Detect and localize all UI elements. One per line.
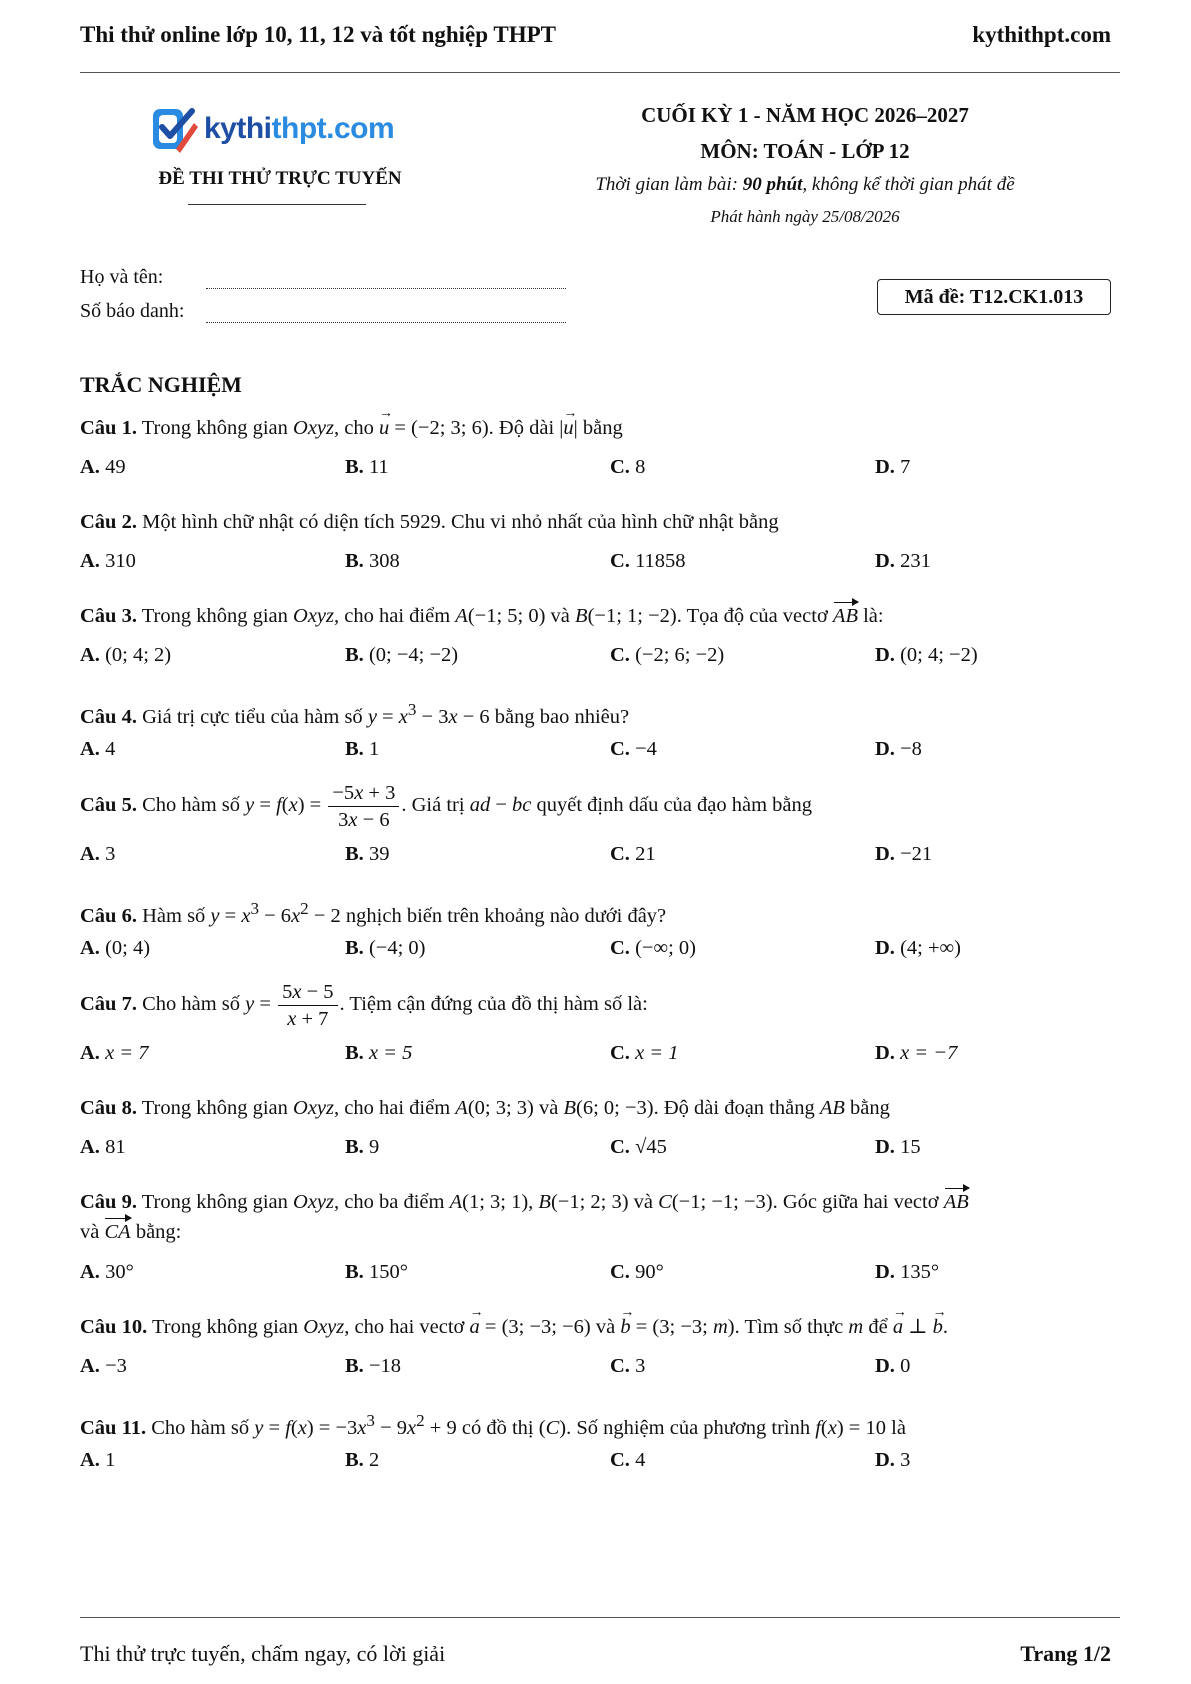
answer-option[interactable] — [345, 1136, 379, 1159]
answer-key: D. — [875, 937, 895, 959]
answer-option[interactable] — [80, 550, 136, 573]
answer-value: (4; +∞) — [900, 937, 961, 959]
answer-option[interactable] — [80, 1136, 126, 1159]
answer-option[interactable] — [875, 738, 922, 761]
answer-option[interactable] — [345, 1449, 379, 1472]
answer-key: B. — [345, 1042, 364, 1064]
answer-option[interactable] — [345, 644, 458, 667]
answer-option[interactable] — [345, 550, 400, 573]
answer-value: 11 — [368, 456, 389, 478]
answer-option[interactable] — [80, 937, 150, 960]
answers-3 — [80, 644, 1140, 674]
answer-key: A. — [80, 1449, 100, 1471]
answer-key: D. — [875, 644, 895, 666]
name-label: Họ và tên: — [80, 266, 164, 288]
question-8: Câu 8. Trong không gian Oxyz, cho hai điểm A(0; 3; 3) và B(6; 0; −3). Độ dài đoạn thẳng AB bằng — [80, 1097, 890, 1119]
answer-key: C. — [610, 1136, 630, 1158]
answer-key: C. — [610, 550, 630, 572]
answer-option[interactable] — [610, 1261, 664, 1284]
answer-value: 310 — [105, 550, 136, 572]
question-label: Câu 7. — [80, 993, 137, 1016]
exam-code-badge: Mã đề: T12.CK1.013 — [877, 279, 1111, 315]
question-label: Câu 5. — [80, 794, 137, 817]
fraction: $\frac{-5x + 3}{3x - 6}$ — [328, 780, 399, 833]
answer-option[interactable] — [80, 1261, 134, 1284]
answer-key: A. — [80, 1261, 100, 1283]
answer-value: −18 — [368, 1355, 401, 1377]
answer-option[interactable] — [875, 1261, 939, 1284]
answer-key: C. — [610, 843, 630, 865]
answer-value: (0; 4) — [105, 937, 151, 959]
answer-key: B. — [345, 843, 364, 865]
answer-value: 150° — [368, 1261, 408, 1283]
answer-key: D. — [875, 550, 895, 572]
answer-key: A. — [80, 1355, 100, 1377]
answer-value: √45 — [635, 1136, 667, 1158]
answer-option[interactable] — [80, 843, 115, 866]
answer-option[interactable] — [610, 1355, 645, 1378]
question-label: Câu 3. — [80, 605, 137, 627]
answer-key: D. — [875, 1136, 895, 1158]
logo-text-primary: kythi — [204, 112, 272, 145]
answer-option[interactable] — [875, 550, 931, 573]
question-11: Câu 11. Cho hàm số $y = f(x) = -3x^3 - 9x^2 + 9$ có đồ thị (C). Số nghiệm của phương trình f(x) = 10 là — [80, 1411, 906, 1439]
answer-option[interactable] — [610, 644, 724, 667]
answer-value: x = −7 — [900, 1042, 958, 1064]
question-6: Câu 6. Hàm số $y = x^3 - 6x^2 - 2$ nghịch biến trên khoảng nào dưới đây? — [80, 899, 667, 927]
answer-option[interactable] — [80, 1042, 149, 1065]
question-3: Câu 3. Trong không gian Oxyz, cho hai điểm A(−1; 5; 0) và B(−1; 1; −2). Tọa độ của vectơ AB là: — [80, 601, 1125, 631]
candidate-id-dotted-line[interactable] — [206, 304, 566, 323]
answer-option[interactable] — [875, 1355, 910, 1378]
answer-value: (−2; 6; −2) — [635, 644, 725, 666]
answer-option[interactable] — [875, 937, 961, 960]
question-label: Câu 9. — [80, 1191, 137, 1213]
subtitle-underline — [188, 204, 366, 205]
answer-value: (−4; 0) — [368, 937, 426, 959]
answer-option[interactable] — [345, 937, 425, 960]
answer-value: 4 — [105, 738, 116, 760]
header-divider — [80, 72, 1120, 73]
answer-value: 135° — [900, 1261, 940, 1283]
name-field[interactable] — [80, 266, 163, 289]
logo-icon — [150, 103, 200, 155]
answer-key: A. — [80, 1136, 100, 1158]
header-site[interactable]: kythithpt.com — [972, 22, 1111, 47]
answer-value: 3 — [105, 843, 116, 865]
answer-key: C. — [610, 1355, 630, 1377]
question-label: Câu 10. — [80, 1316, 148, 1338]
answer-key: C. — [610, 738, 630, 760]
answer-key: B. — [345, 1136, 364, 1158]
answer-value: 49 — [105, 456, 126, 478]
answers-8 — [80, 1136, 1140, 1166]
answer-value: 7 — [900, 456, 911, 478]
answer-key: B. — [345, 1261, 364, 1283]
answer-key: D. — [875, 1042, 895, 1064]
question-7: Câu 7. Cho hàm số y = $\frac{5x - 5}{x + 7}$ . Tiệm cận đứng của đồ thị hàm số là: — [80, 981, 648, 1030]
answer-key: D. — [875, 843, 895, 865]
answers-9 — [80, 1261, 1140, 1291]
answer-key: B. — [345, 550, 364, 572]
answer-value: x = 1 — [635, 1042, 679, 1064]
candidate-id-field[interactable] — [80, 300, 184, 323]
page-number: Trang 1/2 — [1020, 1641, 1111, 1666]
answer-option[interactable] — [345, 843, 389, 866]
answer-option[interactable] — [345, 738, 379, 761]
answer-key: D. — [875, 1261, 895, 1283]
answer-option[interactable] — [610, 456, 645, 479]
answer-option[interactable] — [610, 738, 657, 761]
answer-value: 1 — [368, 738, 380, 760]
question-label: Câu 6. — [80, 904, 137, 927]
section-title: TRẮC NGHIỆM — [80, 372, 242, 397]
answer-value: 231 — [900, 550, 931, 572]
answer-key: D. — [875, 1355, 895, 1377]
answer-key: A. — [80, 843, 100, 865]
answer-key: A. — [80, 456, 100, 478]
answer-value: x = 7 — [105, 1042, 149, 1064]
answer-option[interactable] — [610, 550, 686, 573]
answer-option[interactable] — [610, 1042, 679, 1065]
answer-key: A. — [80, 550, 100, 572]
answer-key: D. — [875, 738, 895, 760]
logo-text-secondary: thpt.com — [271, 112, 395, 145]
answer-option[interactable] — [610, 937, 696, 960]
answer-value: 3 — [900, 1449, 911, 1471]
answer-key: C. — [610, 1449, 630, 1471]
answer-option[interactable] — [80, 738, 115, 761]
answer-value: −4 — [635, 738, 657, 760]
site-logo[interactable] — [150, 101, 410, 157]
answer-option[interactable] — [345, 1355, 401, 1378]
header-title: Thi thử online lớp 10, 11, 12 và tốt nghiệp THPT — [80, 22, 556, 47]
answer-option[interactable] — [875, 456, 910, 479]
answers-2 — [80, 550, 1140, 580]
answer-value: (0; −4; −2) — [368, 644, 459, 666]
question-label: Câu 2. — [80, 511, 137, 533]
exam-release-date: Phát hành ngày 25/08/2026 — [710, 207, 900, 226]
fraction: $\frac{5x - 5}{x + 7}$ — [278, 979, 337, 1032]
answer-key: B. — [345, 937, 364, 959]
answers-1 — [80, 456, 1140, 486]
answer-option[interactable] — [875, 644, 978, 667]
answer-key: A. — [80, 1042, 100, 1064]
answer-key: B. — [345, 1449, 364, 1471]
question-label: Câu 8. — [80, 1097, 137, 1119]
answer-value: (0; 4; −2) — [900, 644, 978, 666]
answer-key: B. — [345, 1355, 364, 1377]
answer-value: −8 — [900, 738, 922, 760]
candidate-id-label: Số báo danh: — [80, 300, 185, 322]
answers-11 — [80, 1449, 1140, 1479]
question-10: Câu 10. Trong không gian Oxyz, cho hai vectơ → a = (3; −3; −6) và → b = (3; −3; m). Tìm số thực m để → a ⊥ → b. — [80, 1312, 1125, 1342]
footer-divider — [80, 1617, 1120, 1618]
answer-value: 8 — [635, 456, 646, 478]
answer-value: 9 — [368, 1136, 380, 1158]
answer-value: 1 — [105, 1449, 116, 1471]
answer-option[interactable] — [875, 1449, 910, 1472]
question-text: Một hình chữ nhật có diện tích 5929. Chu vi nhỏ nhất của hình chữ nhật bằng — [142, 511, 779, 533]
answer-value: −3 — [105, 1355, 127, 1377]
answer-key: C. — [610, 456, 630, 478]
answer-value: x = 5 — [368, 1042, 413, 1064]
exam-duration-prefix: Thời gian làm bài: — [595, 174, 743, 195]
answer-key: C. — [610, 644, 630, 666]
answer-option[interactable] — [80, 1355, 127, 1378]
question-4: Câu 4. Giá trị cực tiểu của hàm số $y = x^3 - 3x - 6$ bằng bao nhiêu? — [80, 700, 630, 728]
answer-option[interactable] — [345, 1261, 408, 1284]
answer-value: 2 — [368, 1449, 380, 1471]
answer-option[interactable] — [345, 1042, 412, 1065]
answer-option[interactable] — [875, 1136, 921, 1159]
answer-key: C. — [610, 937, 630, 959]
answer-option[interactable] — [610, 1449, 645, 1472]
answer-value: 30° — [105, 1261, 134, 1283]
question-9: Câu 9. Trong không gian Oxyz, cho ba điểm A(1; 3; 1), B(−1; 2; 3) và C(−1; −1; −3). Góc giữa hai vectơ AB và CA bằng: — [80, 1187, 1125, 1247]
answer-value: 81 — [105, 1136, 126, 1158]
footer-tagline: Thi thử trực tuyến, chấm ngay, có lời giải — [80, 1641, 446, 1666]
answer-key: A. — [80, 644, 100, 666]
answers-5 — [80, 843, 1140, 873]
answer-value: 39 — [368, 843, 390, 865]
name-dotted-line[interactable] — [206, 270, 566, 289]
answer-key: D. — [875, 456, 895, 478]
answer-value: −21 — [900, 843, 933, 865]
question-label: Câu 4. — [80, 705, 137, 728]
answers-7 — [80, 1042, 1140, 1072]
answer-key: B. — [345, 738, 364, 760]
answer-option[interactable] — [610, 1136, 667, 1159]
answer-key: A. — [80, 937, 100, 959]
answer-option[interactable] — [875, 1042, 957, 1065]
answer-value: (−∞; 0) — [635, 937, 696, 959]
answer-value: 90° — [635, 1261, 664, 1283]
answer-option[interactable] — [80, 456, 126, 479]
question-label: Câu 1. — [80, 417, 137, 439]
answer-value: 308 — [368, 550, 400, 572]
answer-option[interactable] — [875, 843, 932, 866]
exam-duration — [560, 169, 1050, 201]
answer-key: B. — [345, 456, 364, 478]
answer-key: D. — [875, 1449, 895, 1471]
answer-key: A. — [80, 738, 100, 760]
answer-value: 3 — [635, 1355, 646, 1377]
exam-info — [560, 97, 1050, 233]
answer-key: C. — [610, 1261, 630, 1283]
question-2 — [80, 507, 1125, 537]
exam-subject-title: MÔN: TOÁN - LỚP 12 — [700, 139, 910, 163]
answer-option[interactable] — [80, 644, 171, 667]
answer-option[interactable] — [345, 456, 389, 479]
answer-key: B. — [345, 644, 364, 666]
answer-option[interactable] — [80, 1449, 115, 1472]
answer-value: 21 — [635, 843, 656, 865]
exam-duration-suffix: , không kể thời gian phát đề — [802, 174, 1015, 195]
question-5: Câu 5. Cho hàm số y = f(x) = $\frac{-5x + 3}{3x - 6}$ . Giá trị ad − bc quyết định dấu của đạo hàm bằng — [80, 782, 813, 831]
question-label: Câu 11. — [80, 1416, 147, 1439]
online-exam-subtitle: ĐỀ THI THỬ TRỰC TUYẾN — [158, 168, 402, 189]
answer-key: C. — [610, 1042, 630, 1064]
exam-term-title: CUỐI KỲ 1 - NĂM HỌC 2026–2027 — [641, 103, 969, 127]
answer-value: 4 — [635, 1449, 646, 1471]
answer-value: 0 — [900, 1355, 911, 1377]
question-1: Câu 1. Trong không gian Oxyz, cho → u = (−2; 3; 6). Độ dài |→ u| bằng — [80, 413, 1125, 443]
exam-duration-value: 90 phút — [742, 174, 803, 195]
answer-value: 11858 — [635, 550, 686, 572]
answers-6 — [80, 937, 1140, 967]
answer-value: (0; 4; 2) — [105, 644, 172, 666]
answers-10 — [80, 1355, 1140, 1385]
answer-option[interactable] — [610, 843, 656, 866]
answers-4 — [80, 738, 1140, 768]
answer-value: 15 — [900, 1136, 921, 1158]
